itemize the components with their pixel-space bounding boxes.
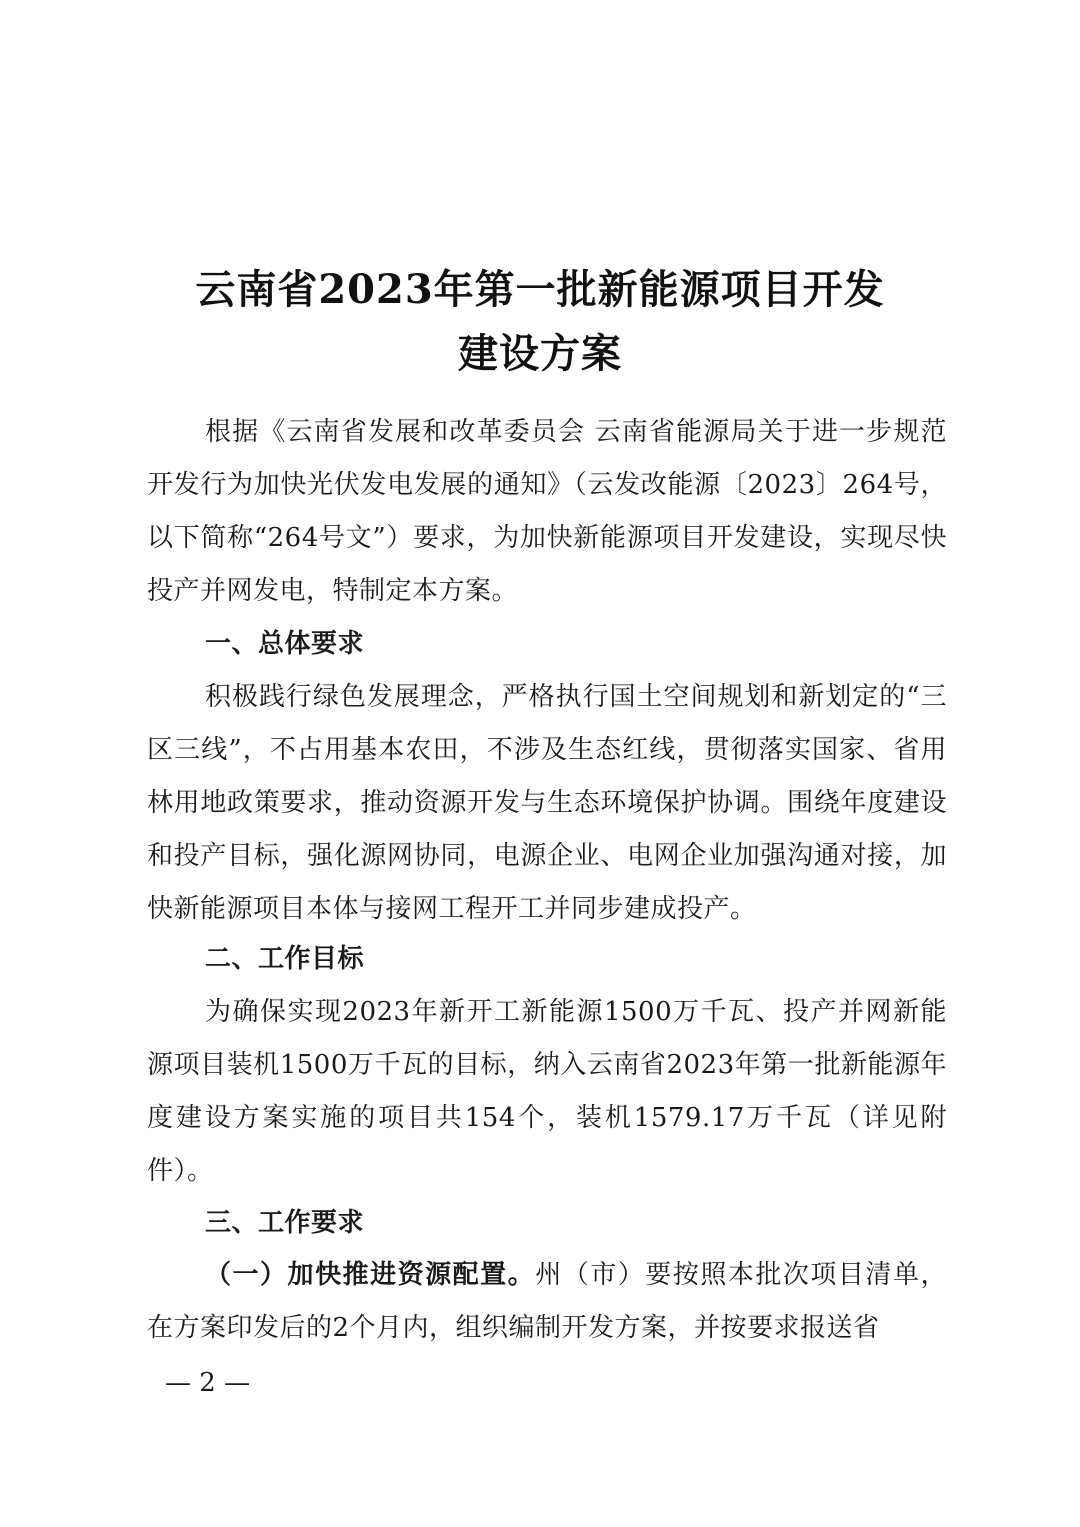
section3-heading: 三、工作要求 xyxy=(205,1208,365,1238)
section3-item1-paragraph xyxy=(147,1249,947,1355)
section3-item1-text: 州（市）要按照本批次项目清单，在方案印发后的2个月内，组织编制开发方案，并按要求报送省 xyxy=(147,1260,947,1343)
intro-paragraph: 根据《云南省发展和改革委员会 云南省能源局关于进一步规范开发行为加快光伏发电发展的通知》（云发改能源〔2023〕264号，以下简称“264号文”）要求，为加快新能源项目开发建设，实现尽快投产并网发电，特制定本方案。 xyxy=(147,417,947,606)
section1-paragraph: 积极践行绿色发展理念，严格执行国土空间规划和新划定的“三区三线”，不占用基本农田，不涉及生态红线，贯彻落实国家、省用林用地政策要求，推动资源开发与生态环境保护协调。围绕年度建设和投产目标，强化源网协同，电源企业、电网企业加强沟通对接，加快新能源项目本体与接网工程开工并同步建成投产。 xyxy=(147,682,947,924)
document-title-line2: 建设方案 xyxy=(458,330,622,377)
section3-item1-lead: （一）加快推进资源配置。 xyxy=(205,1260,536,1290)
section1-heading: 一、总体要求 xyxy=(205,629,365,659)
section2-paragraph: 为确保实现2023年新开工新能源1500万千瓦、投产并网新能源项目装机1500万千瓦的目标，纳入云南省2023年第一批新能源年度建设方案实施的项目共154个，装机1579.17万千瓦（详见附件）。 xyxy=(147,997,947,1186)
document-title-line1: 云南省2023年第一批新能源项目开发 xyxy=(195,266,885,313)
page-number: — 2 — xyxy=(165,1368,251,1398)
section2-heading: 二、工作目标 xyxy=(205,944,365,974)
